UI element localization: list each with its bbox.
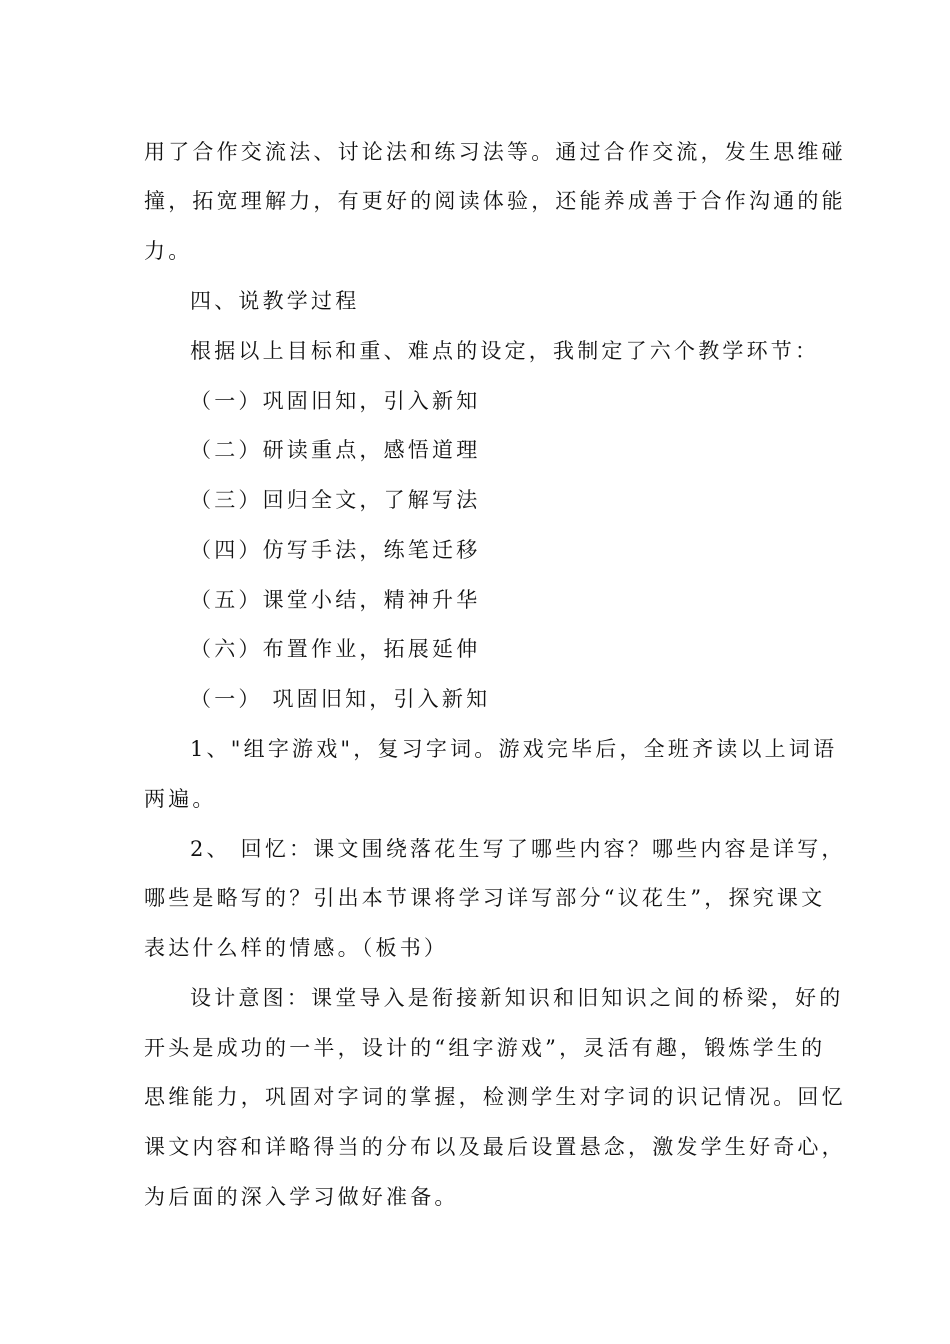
paragraph-line: 力。 bbox=[144, 239, 193, 263]
design-intent-line: 开头是成功的一半，设计的“组字游戏”，灵活有趣，锻炼学生的 bbox=[144, 1036, 826, 1060]
point-1-line: 1、"组字游戏"，复习字词。游戏完毕后，全班齐读以上词语 bbox=[190, 737, 838, 761]
step-item-6: （六）布置作业，拓展延伸 bbox=[190, 637, 481, 661]
section-heading: 四、说教学过程 bbox=[190, 289, 360, 313]
design-intent-line: 课文内容和详略得当的分布以及最后设置悬念，激发学生好奇心， bbox=[144, 1135, 846, 1159]
intro-paragraph: 根据以上目标和重、难点的设定，我制定了六个教学环节： bbox=[190, 339, 820, 363]
paragraph-line: 撞，拓宽理解力，有更好的阅读体验，还能养成善于合作沟通的能 bbox=[144, 189, 846, 213]
design-intent-line: 为后面的深入学习做好准备。 bbox=[144, 1185, 459, 1209]
design-intent-line: 思维能力，巩固对字词的掌握，检测学生对字词的识记情况。回忆 bbox=[144, 1085, 846, 1109]
point-2-line: 表达什么样的情感。（板书） bbox=[144, 936, 449, 960]
step-item-5: （五）课堂小结，精神升华 bbox=[190, 588, 481, 612]
point-2-line: 2、 回忆：课文围绕落花生写了哪些内容？哪些内容是详写， bbox=[190, 837, 846, 861]
design-intent-line: 设计意图：课堂导入是衔接新知识和旧知识之间的桥梁，好的 bbox=[190, 986, 844, 1010]
point-1-line: 两遍。 bbox=[144, 787, 217, 811]
step-item-1: （一）巩固旧知，引入新知 bbox=[190, 389, 481, 413]
step-item-3: （三）回归全文，了解写法 bbox=[190, 488, 481, 512]
paragraph-line: 用了合作交流法、讨论法和练习法等。通过合作交流，发生思维碰 bbox=[144, 140, 846, 164]
step-item-4: （四）仿写手法，练笔迁移 bbox=[190, 538, 481, 562]
subsection-heading: （一） 巩固旧知，引入新知 bbox=[190, 687, 491, 711]
step-item-2: （二）研读重点，感悟道理 bbox=[190, 438, 481, 462]
point-2-line: 哪些是略写的？引出本节课将学习详写部分“议花生”，探究课文 bbox=[144, 886, 826, 910]
